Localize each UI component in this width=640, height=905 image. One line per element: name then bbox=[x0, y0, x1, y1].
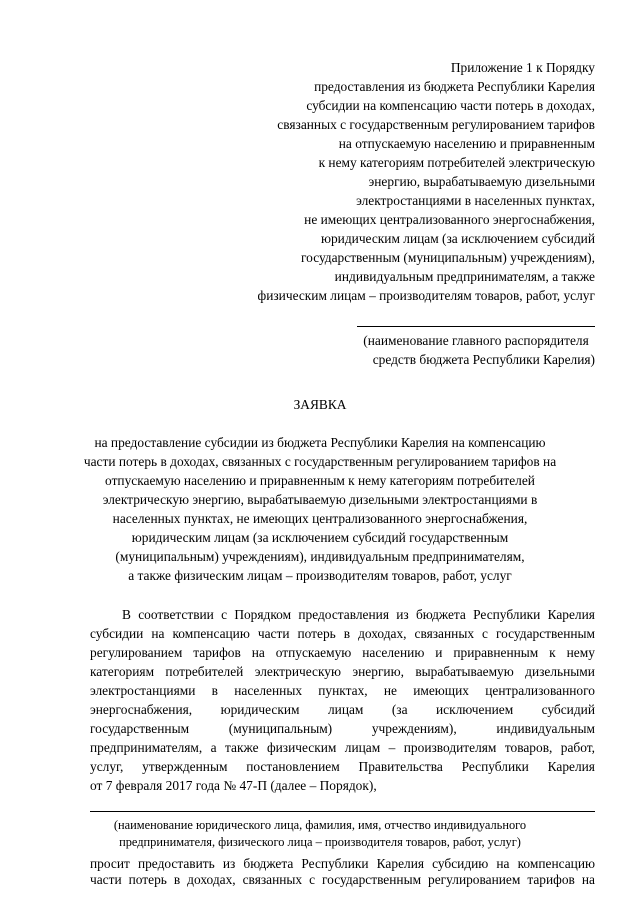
appendix-line: электростанциями в населенных пунктах, bbox=[356, 193, 595, 208]
subtitle-line: на предоставление субсидии из бюджета Республики Карелия на компенсацию bbox=[94, 435, 546, 450]
appendix-line: Приложение 1 к Порядку bbox=[450, 60, 595, 75]
appendix-line: индивидуальным предпринимателям, а также bbox=[334, 269, 595, 284]
appendix-line: физическим лицам – производителям товаров, работ, услуг bbox=[257, 288, 595, 303]
applicant-caption: предпринимателя, физического лица – производителя товаров, работ, услуг) bbox=[119, 835, 521, 849]
subtitle-line: электрическую энергию, вырабатываемую дизельными электростанциями в bbox=[102, 492, 538, 507]
recipient-blank-line bbox=[357, 326, 595, 327]
appendix-line: не имеющих централизованного энергоснабжения, bbox=[304, 212, 595, 227]
paragraph-line: электростанциями в населенных пунктах, не имеющих централизованного bbox=[90, 683, 595, 698]
appendix-line: к нему категориям потребителей электрическую bbox=[318, 155, 595, 170]
applicant-blank-line bbox=[90, 811, 595, 812]
recipient-caption: средств бюджета Республики Карелия) bbox=[372, 352, 595, 367]
appendix-line: юридическим лицам (за исключением субсидий bbox=[320, 231, 595, 246]
paragraph-line: от 7 февраля 2017 года № 47-П (далее – Порядок), bbox=[90, 778, 377, 793]
paragraph-line: государственным (муниципальным) учреждениям), индивидуальным bbox=[90, 721, 595, 736]
subtitle-line: а также физическим лицам – производителям товаров, работ, услуг bbox=[128, 568, 512, 583]
paragraph-line: регулированием тарифов на отпускаемую населению и приравненным к нему bbox=[90, 645, 595, 660]
appendix-line: субсидии на компенсацию части потерь в доходах, bbox=[306, 98, 595, 113]
appendix-line: государственным (муниципальным) учреждениям), bbox=[301, 250, 595, 265]
subtitle-line: части потерь в доходах, связанных с государственным регулированием тарифов на bbox=[83, 454, 557, 469]
paragraph-line: предпринимателям, а также физическим лицам – производителям товаров, работ, bbox=[90, 740, 595, 755]
paragraph-line: части потерь в доходах, связанных с государственным регулированием тарифов на bbox=[90, 872, 595, 887]
paragraph-line: В соответствии с Порядком предоставления из бюджета Республики Карелия bbox=[122, 607, 595, 622]
appendix-line: на отпускаемую населению и приравненным bbox=[338, 136, 595, 151]
recipient-caption: (наименование главного распорядителя bbox=[363, 333, 589, 348]
document-title: ЗАЯВКА bbox=[293, 397, 347, 412]
paragraph-line: энергоснабжения, юридическим лицам (за исключением субсидий bbox=[90, 702, 595, 717]
subtitle-line: (муниципальным) учреждениям), индивидуальным предпринимателям, bbox=[115, 549, 525, 564]
paragraph-line: услуг, утвержденным постановлением Правительства Республики Карелия bbox=[90, 759, 595, 774]
appendix-line: связанных с государственным регулированием тарифов bbox=[277, 117, 595, 132]
appendix-line: предоставления из бюджета Республики Карелия bbox=[314, 79, 595, 94]
appendix-line: энергию, вырабатываемую дизельными bbox=[368, 174, 595, 189]
applicant-caption: (наименование юридического лица, фамилия, имя, отчество индивидуального bbox=[113, 818, 527, 832]
paragraph-line: просит предоставить из бюджета Республики Карелия субсидию на компенсацию bbox=[90, 856, 595, 871]
paragraph-line: субсидии на компенсацию части потерь в доходах, связанных с государственным bbox=[90, 626, 595, 641]
subtitle-line: юридическим лицам (за исключением субсидий государственным bbox=[131, 530, 509, 545]
subtitle-line: отпускаемую населению и приравненным к нему категориям потребителей bbox=[105, 473, 535, 488]
subtitle-line: населенных пунктах, не имеющих централизованного энергоснабжения, bbox=[112, 511, 528, 526]
paragraph-line: категориям потребителей электрическую энергию, вырабатываемую дизельными bbox=[90, 664, 595, 679]
